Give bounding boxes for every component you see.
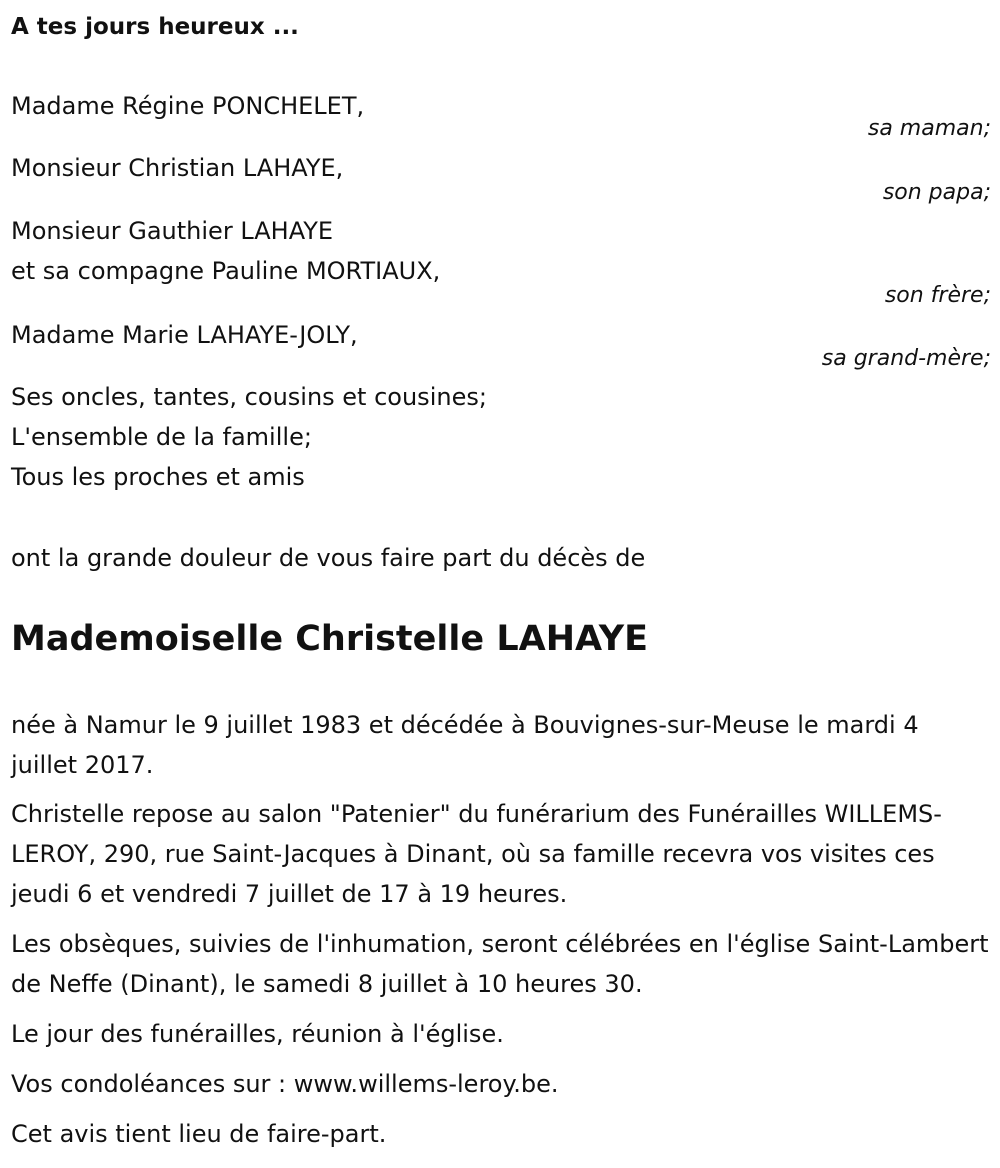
extended-family-line: Tous les proches et amis xyxy=(11,463,305,491)
family-member-name: Monsieur Christian LAHAYE, xyxy=(11,154,344,182)
family-member-name: Monsieur Gauthier LAHAYE xyxy=(11,217,334,245)
birth-death-paragraph: née à Namur le 9 juillet 1983 et décédée à Bouvignes-sur-Meuse le mardi 4 juillet 2017. xyxy=(11,711,919,779)
extended-family xyxy=(11,377,991,497)
family-relation: sa maman; xyxy=(867,116,991,141)
funeral-paragraph: Les obsèques, suivies de l'inhumation, seront célébrées en l'église Saint-Lambert de Neffe (Dinant), le samedi 8 juillet à 10 heures 30. xyxy=(11,930,989,998)
family-member xyxy=(11,315,991,371)
notice-paragraph: Cet avis tient lieu de faire-part. xyxy=(11,1120,387,1148)
condolences-paragraph: Vos condoléances sur : www.willems-leroy.be. xyxy=(11,1070,559,1098)
family-relation: son frère; xyxy=(884,283,991,308)
family-member-partner: et sa compagne Pauline MORTIAUX, xyxy=(11,257,441,285)
deceased-name: Mademoiselle Christelle LAHAYE xyxy=(11,619,648,659)
family-relation: sa grand-mère; xyxy=(821,346,991,371)
extended-family-line: Ses oncles, tantes, cousins et cousines; xyxy=(11,383,487,411)
family-member-name: Madame Régine PONCHELET, xyxy=(11,92,365,120)
dedication-heading: A tes jours heureux ... xyxy=(11,14,299,40)
extended-family-line: L'ensemble de la famille; xyxy=(11,423,312,451)
family-relation: son papa; xyxy=(882,180,991,205)
gathering-paragraph: Le jour des funérailles, réunion à l'église. xyxy=(11,1020,504,1048)
family-member xyxy=(11,148,991,205)
viewing-paragraph: Christelle repose au salon "Patenier" du funérarium des Funérailles WILLEMS-LEROY, 290, rue Saint-Jacques à Dinant, où sa famille recevra vos visites ces jeudi 6 et vendredi 7 juillet de 17 à 19 heures. xyxy=(11,800,942,908)
family-member-name: Madame Marie LAHAYE-JOLY, xyxy=(11,321,358,349)
family-member xyxy=(11,211,991,308)
family-member xyxy=(11,86,991,141)
announcement-text: ont la grande douleur de vous faire part du décès de xyxy=(11,544,646,572)
